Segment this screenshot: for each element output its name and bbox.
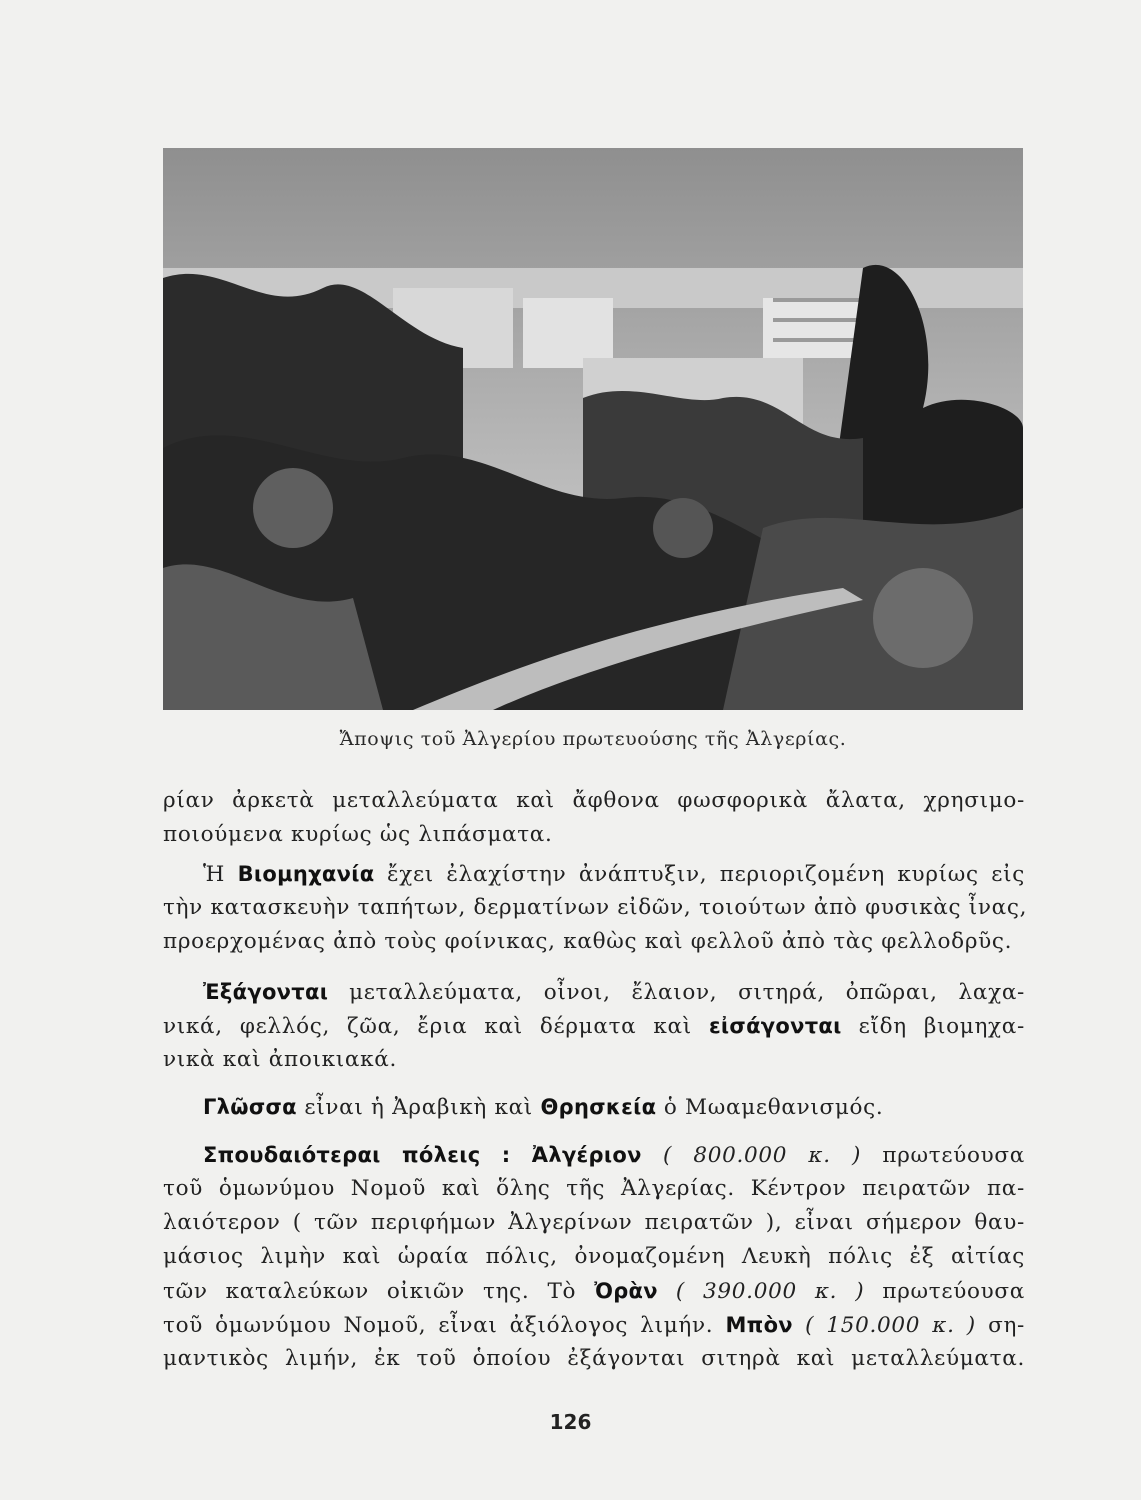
text-run: τῶν καταλεύκων οἰκιῶν της. Τὸ xyxy=(163,1279,577,1304)
term-industry: Βιομηχανία xyxy=(237,862,375,886)
text-line xyxy=(163,857,1025,891)
text-line xyxy=(163,975,1025,1009)
text-run: τοῦ ὁμωνύμου Νομοῦ, εἶναι ἀξιόλογος λιμήν. xyxy=(163,1313,714,1338)
city-view-photograph xyxy=(163,148,1023,710)
term-language: Γλῶσσα xyxy=(203,1095,297,1119)
paragraph-trade xyxy=(163,975,1025,1077)
text-line: τοῦ ὁμωνύμου Νομοῦ καὶ ὅλης τῆς Ἀλγερίας. Κέντρον πειρατῶν πα- xyxy=(163,1176,1025,1201)
population-bone: ( 150.000 κ. ) xyxy=(805,1313,976,1338)
text-line: μάσιος λιμὴν καὶ ὡραία πόλις, ὀνομαζομένη Λευκὴ πόλις ἐξ αἰτίας xyxy=(163,1244,1025,1269)
text-line: νικὰ καὶ ἀποικιακά. xyxy=(163,1047,398,1072)
term-religion: Θρησκεία xyxy=(540,1095,657,1119)
text-run: εἶναι ἡ Ἀραβικὴ καὶ xyxy=(304,1095,533,1120)
text-line xyxy=(163,1274,1025,1308)
text-run: μεταλλεύματα, οἶνοι, ἔλαιον, σιτηρά, ὀπῶραι, λαχα- xyxy=(349,980,1025,1005)
text-line xyxy=(163,1009,1025,1043)
text-line: προερχομένας ἀπὸ τοὺς φοίνικας, καθὼς καὶ φελλοῦ ἀπὸ τὰς φελλοδρῦς. xyxy=(163,929,1013,954)
population-oran: ( 390.000 κ. ) xyxy=(675,1279,865,1304)
term-exports: Ἐξάγονται xyxy=(203,980,329,1004)
text-run: εἴδη βιομηχα- xyxy=(858,1014,1025,1039)
lead-article: Ἡ xyxy=(203,862,226,887)
city-bone: Μπὸν xyxy=(725,1313,793,1337)
text-line: λαιότερον ( τῶν περιφήμων Ἀλγερίνων πειρατῶν ), εἶναι σήμερον θαυ- xyxy=(163,1210,1025,1235)
text-run: ση- xyxy=(988,1313,1025,1338)
text-run: πρωτεύουσα xyxy=(882,1143,1026,1168)
paragraph-industry xyxy=(163,857,1028,959)
paragraph-minerals xyxy=(163,784,1025,852)
text-line: τὴν κατασκευὴν ταπήτων, δερματίνων εἰδῶν, τοιούτων ἀπὸ φυσικὰς ἶνας, xyxy=(163,895,1028,920)
text-run: ὁ Μωαμεθανισμός. xyxy=(663,1095,884,1120)
term-imports: εἰσάγονται xyxy=(708,1014,842,1038)
population-algiers: ( 800.000 κ. ) xyxy=(662,1143,862,1168)
photo-caption: Ἄποψις τοῦ Ἀλγερίου πρωτευούσης τῆς Ἀλγερίας. xyxy=(339,728,847,750)
text-line xyxy=(163,1138,1025,1172)
text-run: νικά, φελλός, ζῶα, ἔρια καὶ δέρματα καὶ xyxy=(163,1014,692,1039)
text-line xyxy=(163,1308,1025,1342)
text-run: πρωτεύουσα xyxy=(882,1279,1025,1304)
page-number: 126 xyxy=(549,1410,592,1434)
text-line: ρίαν ἀρκετὰ μεταλλεύματα καὶ ἄφθονα φωσφορικὰ ἄλατα, χρησιμο- xyxy=(163,788,1025,813)
paragraph-cities xyxy=(163,1138,1025,1376)
city-algiers: Ἀλγέριον xyxy=(531,1143,642,1167)
text-line: μαντικὸς λιμήν, ἐκ τοῦ ὁποίου ἐξάγονται σιτηρὰ καὶ μεταλλεύματα. xyxy=(163,1346,1025,1371)
landscape-photo-icon xyxy=(163,148,1023,710)
term-cities: Σπουδαιότεραι πόλεις : xyxy=(203,1143,511,1167)
city-oran: Ὀρὰν xyxy=(594,1279,658,1303)
paragraph-language-religion xyxy=(163,1090,1025,1124)
text-line xyxy=(163,1090,1025,1124)
text-run: ἔχει ἐλαχίστην ἀνάπτυξιν, περιοριζομένη κυρίως εἰς xyxy=(386,862,1025,887)
text-line: ποιούμενα κυρίως ὡς λιπάσματα. xyxy=(163,822,553,847)
